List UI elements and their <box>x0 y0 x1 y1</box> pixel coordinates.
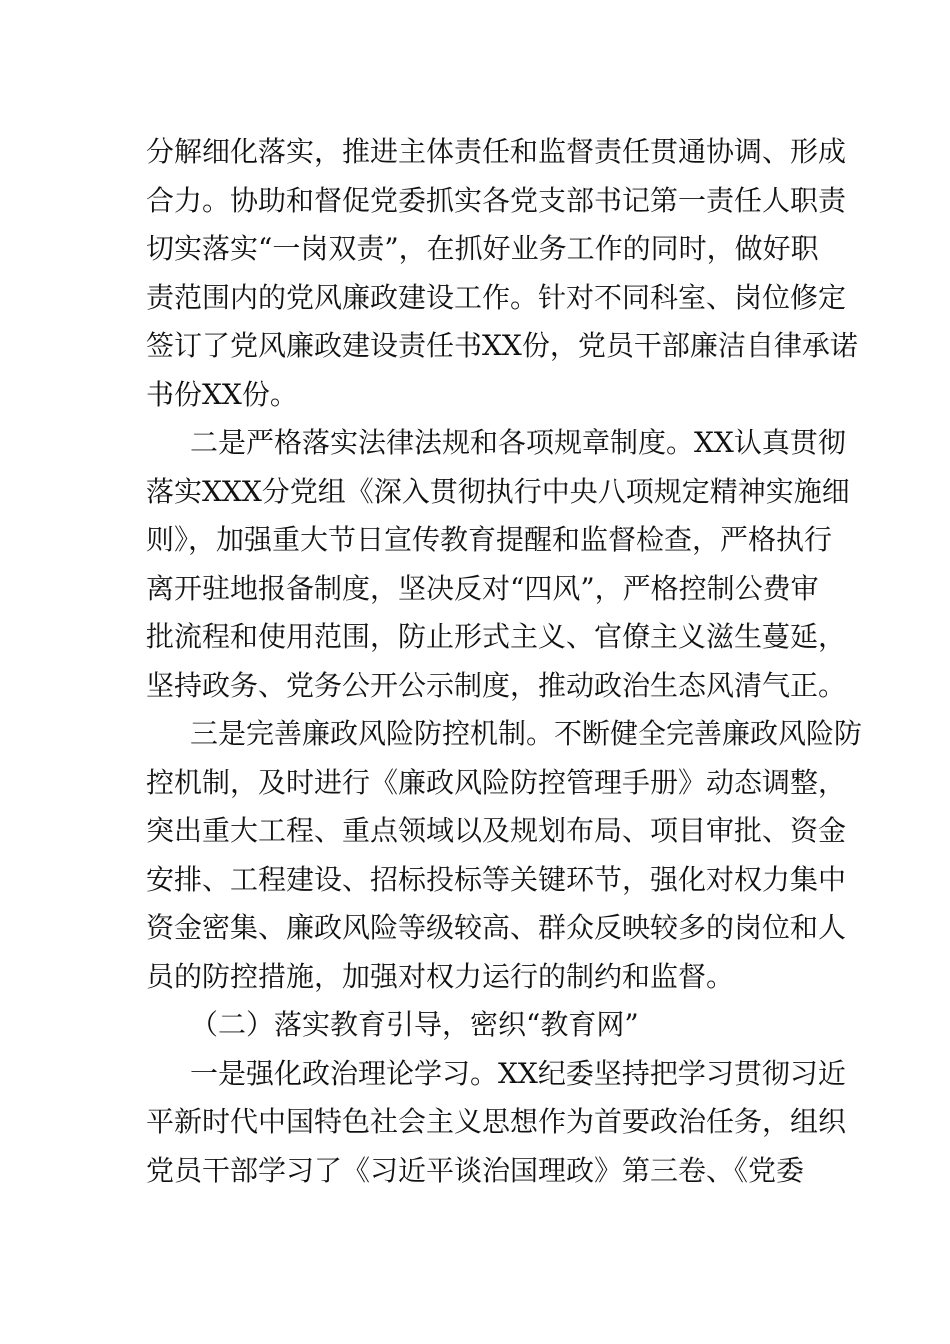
paragraph-theory-study <box>146 1050 847 1196</box>
text-line: 书份XX份。 <box>146 377 298 411</box>
text-line: 控机制，及时进行《廉政风险防控管理手册》动态调整， <box>146 765 847 799</box>
text-line: 突出重大工程、重点领域以及规划布局、项目审批、资金 <box>146 814 847 847</box>
paragraph-responsibility <box>146 128 858 419</box>
text-line: 离开驻地报备制度，坚决反对“四风”，严格控制公费审 <box>146 571 819 605</box>
text-line: 平新时代中国特色社会主义思想作为首要政治任务，组织 <box>146 1105 847 1138</box>
text-line: 批流程和使用范围，防止形式主义、官僚主义滋生蔓延， <box>146 620 847 653</box>
text-line: 二是严格落实法律法规和各项规章制度。XX认真贯彻 <box>190 426 846 459</box>
text-line: 则》，加强重大节日宣传教育提醒和监督检查，严格执行 <box>146 523 833 556</box>
text-line: 党员干部学习了《习近平谈治国理政》第三卷、《党委 <box>146 1153 805 1187</box>
text-line: 一是强化政治理论学习。XX纪委坚持把学习贯彻习近 <box>190 1056 846 1090</box>
document-body <box>146 128 863 1195</box>
text-line: 资金密集、廉政风险等级较高、群众反映较多的岗位和人 <box>146 911 847 944</box>
text-line: 切实落实“一岗双责”，在抓好业务工作的同时，做好职 <box>146 232 819 265</box>
section-heading-text: （二）落实教育引导，密织“教育网” <box>190 1008 639 1041</box>
paragraph-regulations <box>146 419 850 710</box>
text-line: 合力。协助和督促党委抓实各党支部书记第一责任人职责 <box>146 183 847 217</box>
text-line: 坚持政务、党务公开公示制度，推动政治生态风清气正。 <box>146 668 847 702</box>
text-line: 落实XXX分党组《深入贯彻执行中央八项规定精神实施细 <box>146 474 850 508</box>
text-line: 责范围内的党风廉政建设工作。针对不同科室、岗位修定 <box>146 280 847 314</box>
text-line: 员的防控措施，加强对权力运行的制约和监督。 <box>146 959 735 993</box>
text-line: 安排、工程建设、招标投标等关键环节，强化对权力集中 <box>146 862 847 896</box>
text-line: 分解细化落实，推进主体责任和监督责任贯通协调、形成 <box>146 135 847 168</box>
section-heading <box>146 1001 808 1050</box>
text-line: 签订了党风廉政建设责任书XX份，党员干部廉洁自律承诺 <box>146 329 858 362</box>
paragraph-risk-control <box>146 710 863 1001</box>
text-line: 三是完善廉政风险防控机制。不断健全完善廉政风险防 <box>190 717 863 750</box>
